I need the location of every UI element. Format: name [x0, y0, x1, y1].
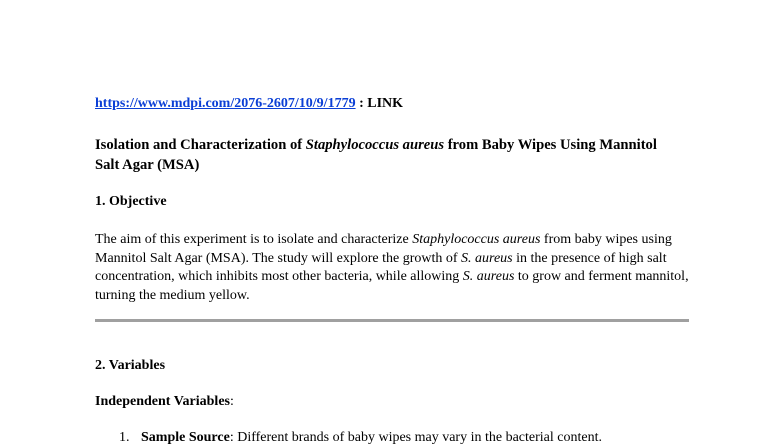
objective-paragraph: The aim of this experiment is to isolate and characterize Staphylococcus aureus from baby wipes using Mannitol Salt Agar (MSA). The study will explore the growth of S. aureus in the presence of high salt concentration, which inhibits most other bacteria, while allowing S. aureus to grow and ferment mannitol, turning the medium yellow. [95, 232, 689, 303]
link-suffix: : LINK [355, 96, 404, 111]
independent-variables-label: Independent Variables: [95, 394, 234, 409]
section-heading-objective: 1. Objective [95, 194, 167, 209]
document-title: Isolation and Characterization of Staphylococcus aureus from Baby Wipes Using Mannitol Salt Agar (MSA) [95, 137, 657, 173]
source-link[interactable]: https://www.mdpi.com/2076-2607/10/9/1779 [95, 96, 356, 111]
list-item: 1. Sample Source: Different brands of baby wipes may vary in the bacterial content. [119, 430, 602, 445]
horizontal-divider [95, 319, 689, 322]
source-link-line [95, 96, 403, 112]
section-heading-variables: 2. Variables [95, 358, 166, 373]
